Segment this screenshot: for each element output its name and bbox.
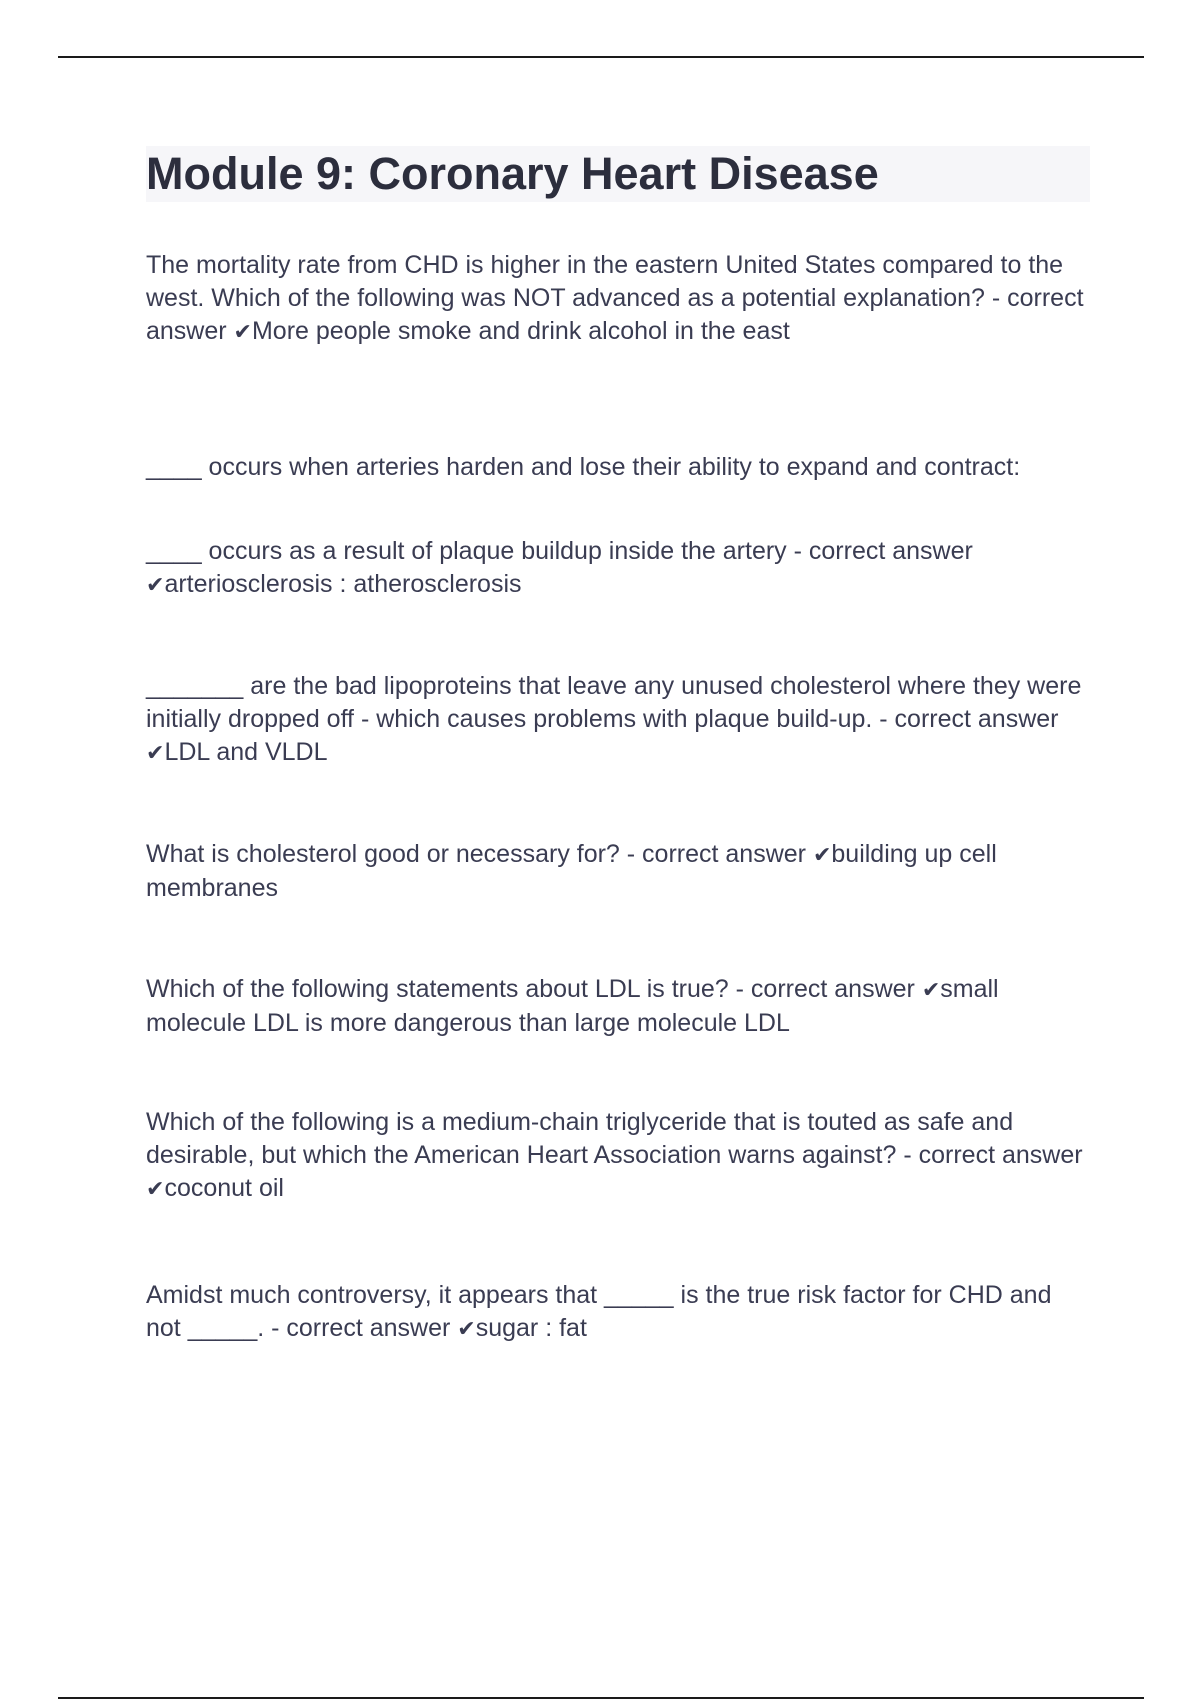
qa-item-4 xyxy=(146,670,1090,770)
qa-item-1 xyxy=(146,249,1090,349)
question-text: Which of the following statements about LDL is true? - correct answer xyxy=(146,975,922,1003)
check-icon: ✔ xyxy=(146,741,165,766)
question-text: ____ occurs as a result of plaque buildup inside the artery - correct answer xyxy=(146,537,973,565)
qa-item-5 xyxy=(146,838,1090,905)
bottom-divider xyxy=(58,1697,1144,1699)
question-text: Which of the following is a medium-chain triglyceride that is touted as safe and desirable, but which the American Heart Association warns against? - correct answer xyxy=(146,1108,1083,1169)
answer-text: small molecule LDL is more dangerous than large molecule LDL xyxy=(146,975,999,1037)
check-icon: ✔ xyxy=(146,1177,165,1202)
check-icon: ✔ xyxy=(457,1317,476,1342)
answer-text: LDL and VLDL xyxy=(164,738,328,766)
answer-text: More people smoke and drink alcohol in the east xyxy=(251,317,790,345)
question-text: _______ are the bad lipoproteins that leave any unused cholesterol where they were initially dropped off - which causes problems with plaque build-up. - correct answer xyxy=(146,672,1082,733)
check-icon: ✔ xyxy=(812,843,832,868)
answer-text: sugar : fat xyxy=(475,1314,587,1342)
question-text: ____ occurs when arteries harden and lose their ability to expand and contract: xyxy=(146,453,1021,481)
question-text: What is cholesterol good or necessary for? - correct answer xyxy=(146,840,813,868)
check-icon: ✔ xyxy=(921,978,941,1003)
answer-text: building up cell membranes xyxy=(146,840,997,902)
qa-item-8 xyxy=(146,1279,1090,1346)
qa-item-6 xyxy=(146,973,1090,1040)
qa-item-3 xyxy=(146,535,1090,602)
question-text: The mortality rate from CHD is higher in the eastern United States compared to the west. Which of the following was NOT advanced as a potential explanation? - correct answer xyxy=(146,251,1084,345)
top-divider xyxy=(58,56,1144,58)
check-icon: ✔ xyxy=(146,573,165,598)
page-title: Module 9: Coronary Heart Disease xyxy=(146,148,879,199)
answer-text: arteriosclerosis : atherosclerosis xyxy=(164,570,522,598)
qa-item-2 xyxy=(146,451,1090,484)
check-icon: ✔ xyxy=(233,320,252,345)
qa-item-7 xyxy=(146,1106,1090,1206)
answer-text: coconut oil xyxy=(164,1174,284,1202)
question-text: Amidst much controversy, it appears that _____ is the true risk factor for CHD and not _____. - correct answer xyxy=(146,1281,1052,1342)
